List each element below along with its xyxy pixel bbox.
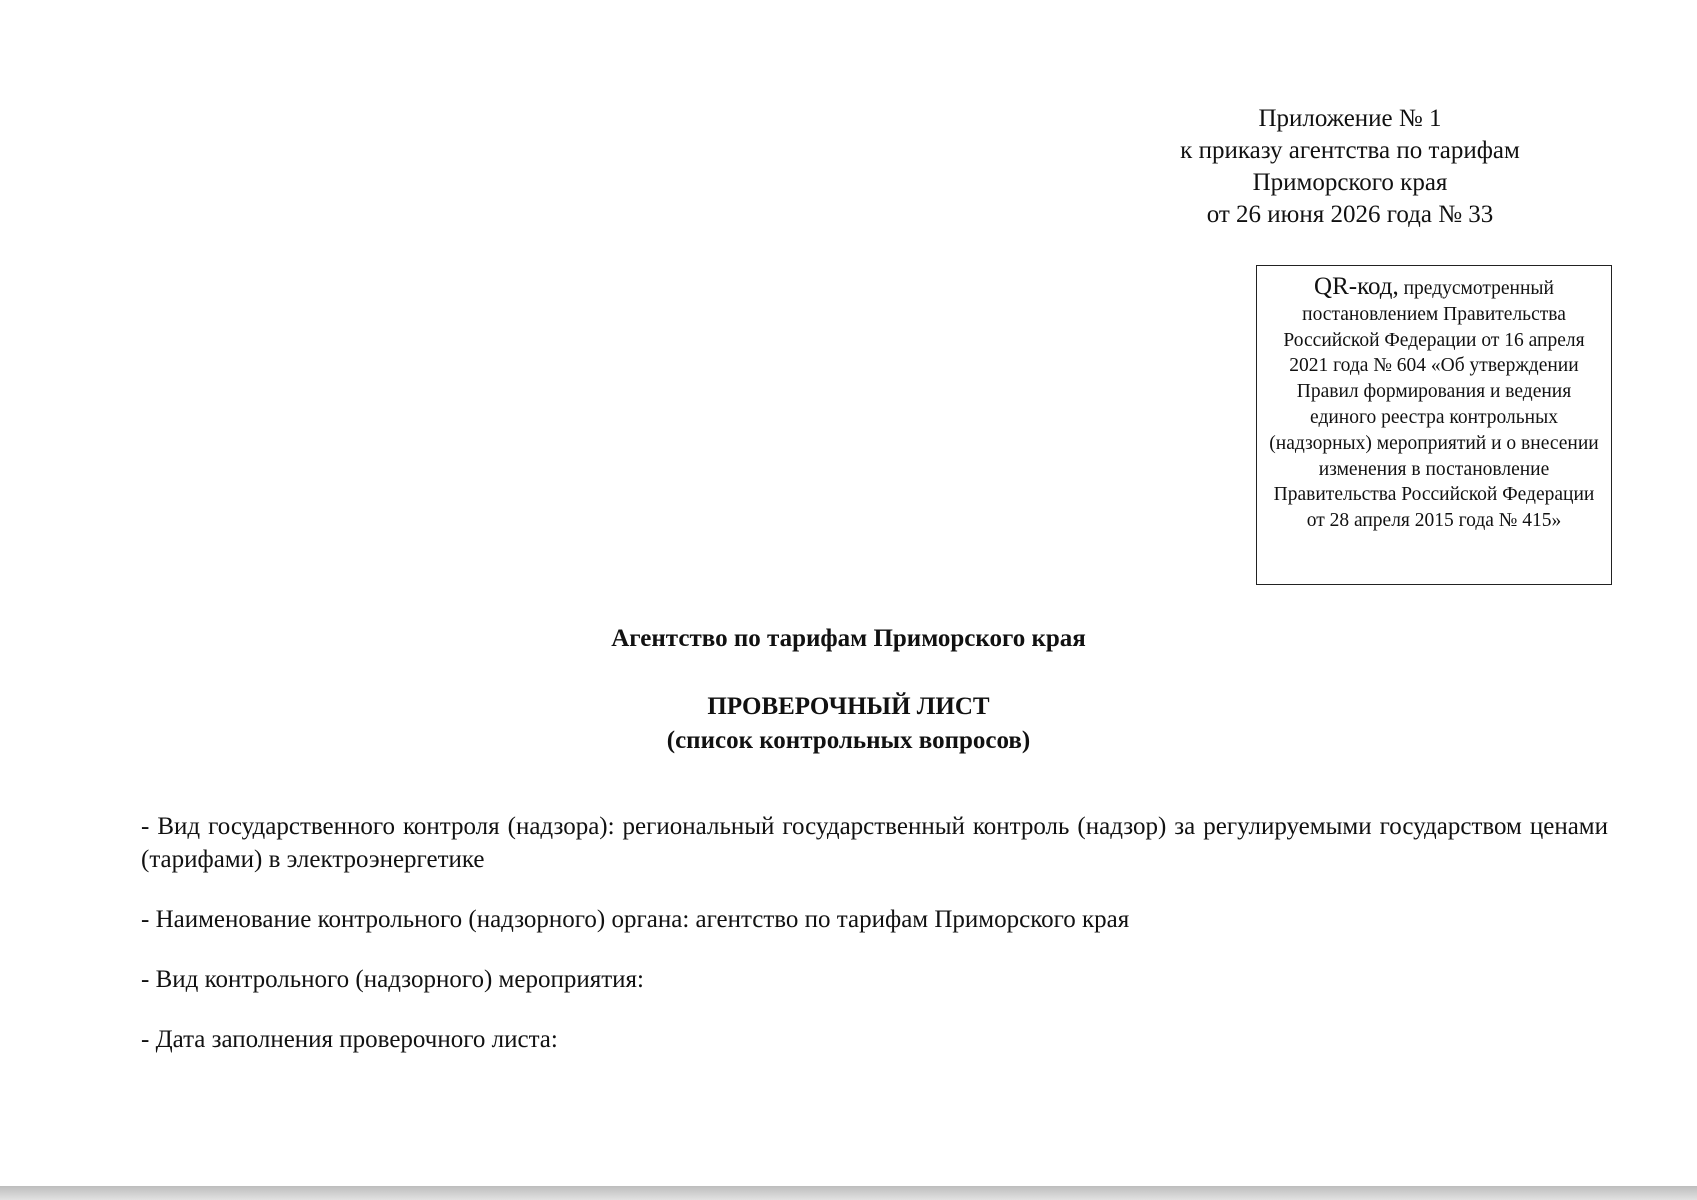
- scan-page-edge: [0, 1186, 1697, 1200]
- field-control-type: - Вид государственного контроля (надзора): региональный государственный контроль (надзор) за регулируемыми государством ценами (тарифами) в электроэнергетике: [141, 813, 1608, 873]
- qr-code-placeholder: [1256, 265, 1612, 585]
- qr-code-label: QR-код,: [1314, 273, 1399, 300]
- appendix-region: Приморского края: [1252, 169, 1448, 196]
- checklist-title: ПРОВЕРОЧНЫЙ ЛИСТ: [707, 693, 990, 720]
- field-event-type: - Вид контрольного (надзорного) мероприятия:: [141, 966, 644, 993]
- document-title: [0, 690, 1697, 758]
- appendix-number: Приложение № 1: [1258, 105, 1442, 132]
- qr-code-description: предусмотренный постановлением Правительства Российской Федерации от 16 апреля 2021 года № 604 «Об утверждении Правил формирования и ведения единого реестра контрольных (надзорных) мероприятий и о внесении изменения в постановление Правительства Российской Федерации от 28 апреля 2015 года № 415»: [1269, 278, 1599, 532]
- appendix-header: [1140, 103, 1560, 231]
- organization-title: Агентство по тарифам Приморского края: [611, 625, 1086, 652]
- appendix-date: от 26 июня 2026 года № 33: [1206, 201, 1494, 228]
- field-authority-name: - Наименование контрольного (надзорного) органа: агентство по тарифам Приморского края: [141, 906, 1130, 933]
- appendix-order-ref: к приказу агентства по тарифам: [1180, 137, 1520, 164]
- checklist-subtitle: (список контрольных вопросов): [666, 727, 1031, 754]
- field-fill-date: - Дата заполнения проверочного листа:: [141, 1026, 558, 1053]
- document-fields: [141, 810, 1608, 1083]
